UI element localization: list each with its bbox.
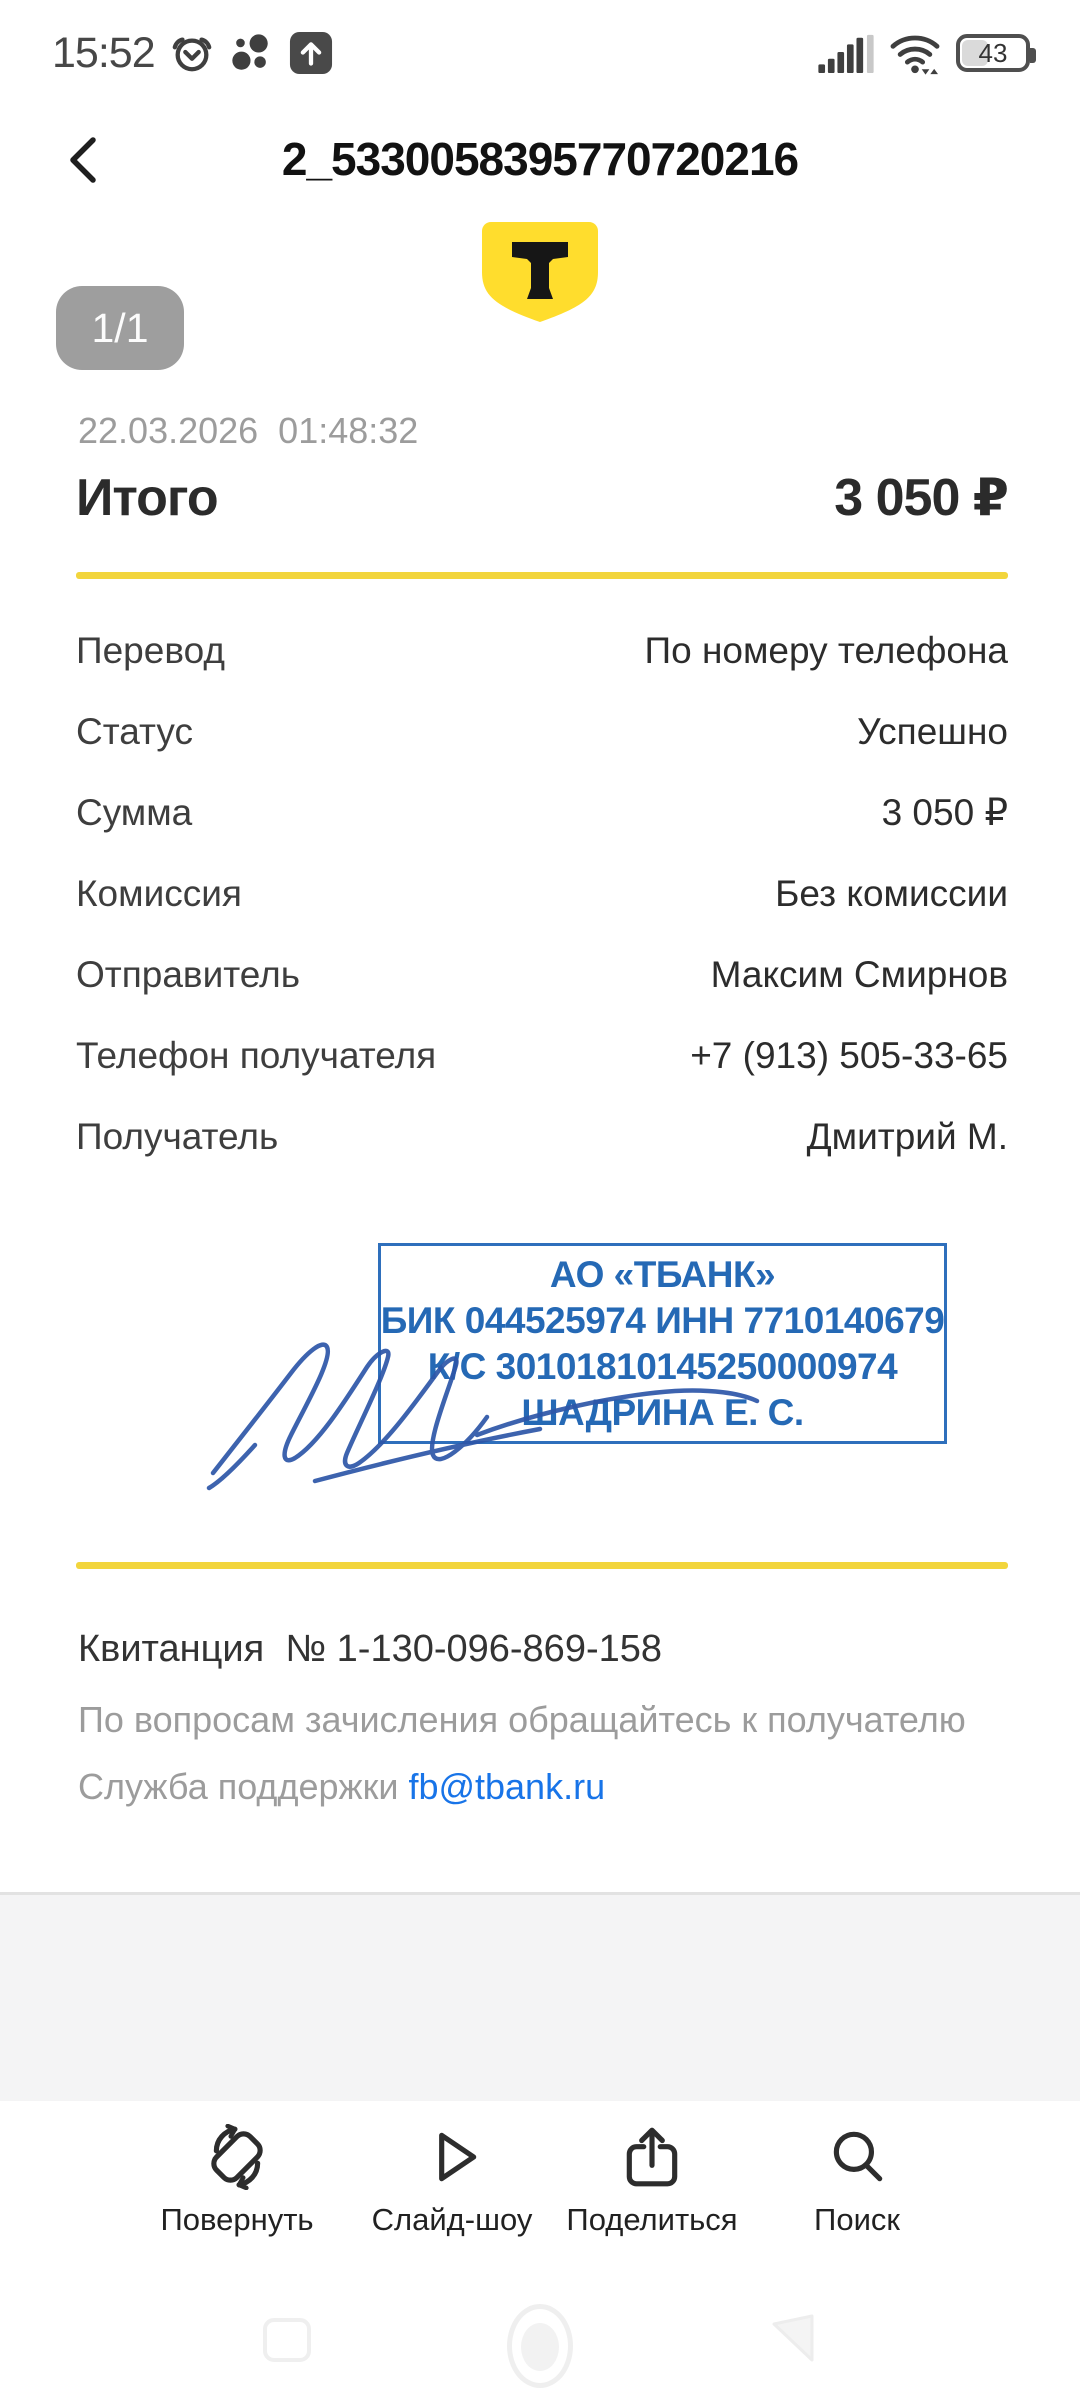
signature-icon <box>195 1295 775 1495</box>
share-button[interactable] <box>532 2124 772 2238</box>
receipt-row <box>76 934 1008 1015</box>
yellow-divider-bottom <box>76 1562 1008 1569</box>
page-indicator-badge <box>56 286 184 370</box>
alarm-icon <box>171 30 213 76</box>
row-value: Успешно <box>857 710 1008 752</box>
yellow-divider-top <box>76 572 1008 579</box>
status-bar-left <box>52 29 333 78</box>
rotate-label: Повернуть <box>160 2202 314 2237</box>
row-value: Дмитрий М. <box>806 1115 1008 1157</box>
row-value: +7 (913) 505-33-65 <box>690 1034 1008 1076</box>
row-label: Перевод <box>76 629 225 671</box>
receipt-row <box>76 691 1008 772</box>
arrow-up-icon <box>289 31 333 75</box>
stamp-line: К/С 30101810145250000974 <box>427 1346 898 1387</box>
rotate-icon <box>204 2124 270 2190</box>
nav-home-button[interactable] <box>507 2304 573 2388</box>
share-label: Поделиться <box>566 2202 738 2237</box>
battery-cap <box>1030 48 1036 63</box>
page-title: 2_5330058395770720216 <box>281 133 799 185</box>
total-label: Итого <box>76 469 218 527</box>
battery-icon <box>956 34 1030 72</box>
wifi-icon <box>890 30 940 76</box>
receipt-number: Квитанция № 1-130-096-869-158 <box>78 1628 663 1670</box>
receipt-row <box>76 853 1008 934</box>
search-icon <box>824 2124 890 2190</box>
rotate-button[interactable] <box>117 2124 357 2238</box>
receipt-total-row <box>76 466 1008 530</box>
receipt-row <box>76 610 1008 691</box>
stamp-line: АО «ТБАНК» <box>549 1254 776 1295</box>
row-label: Получатель <box>76 1115 279 1157</box>
tbank-logo-icon <box>482 222 598 322</box>
image-letterbox <box>0 1895 1080 2101</box>
row-label: Отправитель <box>76 953 300 995</box>
support-line <box>78 1766 605 1808</box>
row-value: Максим Смирнов <box>710 953 1008 995</box>
row-label: Телефон получателя <box>76 1034 437 1076</box>
page-indicator-text: 1/1 <box>91 304 149 351</box>
row-value: По номеру телефона <box>644 629 1008 671</box>
slideshow-label: Слайд-шоу <box>371 2202 533 2237</box>
receipt-row <box>76 772 1008 853</box>
stamp-line: ШАДРИНА Е. С. <box>521 1392 804 1433</box>
status-bar-right <box>818 30 1030 76</box>
share-icon <box>619 2124 685 2190</box>
receipt-row <box>76 1096 1008 1177</box>
row-label: Сумма <box>76 791 193 833</box>
dots-icon <box>229 31 273 75</box>
signal-bars-icon <box>818 33 874 73</box>
row-value: Без комиссии <box>775 872 1008 914</box>
search-button[interactable] <box>737 2124 977 2238</box>
support-label: Служба поддержки <box>78 1766 409 1807</box>
row-value: 3 050 ₽ <box>881 792 1008 833</box>
nav-back-button[interactable] <box>768 2310 824 2366</box>
status-bar <box>0 0 1080 96</box>
clock-text: 15:52 <box>52 28 155 77</box>
total-value: 3 050 ₽ <box>834 469 1008 527</box>
play-icon <box>419 2124 485 2190</box>
receipt-details <box>76 610 1008 1177</box>
row-label: Статус <box>76 710 193 752</box>
receipt-datetime: 22.03.2026 01:48:32 <box>78 410 419 451</box>
stamp-line: БИК 044525974 ИНН 7710140679 <box>380 1300 945 1341</box>
receipt-row <box>76 1015 1008 1096</box>
receipt-note: По вопросам зачисления обращайтесь к получателю <box>78 1699 966 1740</box>
row-label: Комиссия <box>76 872 242 914</box>
nav-recents-button[interactable] <box>263 2318 311 2362</box>
search-label: Поиск <box>814 2202 900 2237</box>
battery-percent: 43 <box>978 37 1008 68</box>
support-email-link[interactable]: fb@tbank.ru <box>408 1766 606 1807</box>
